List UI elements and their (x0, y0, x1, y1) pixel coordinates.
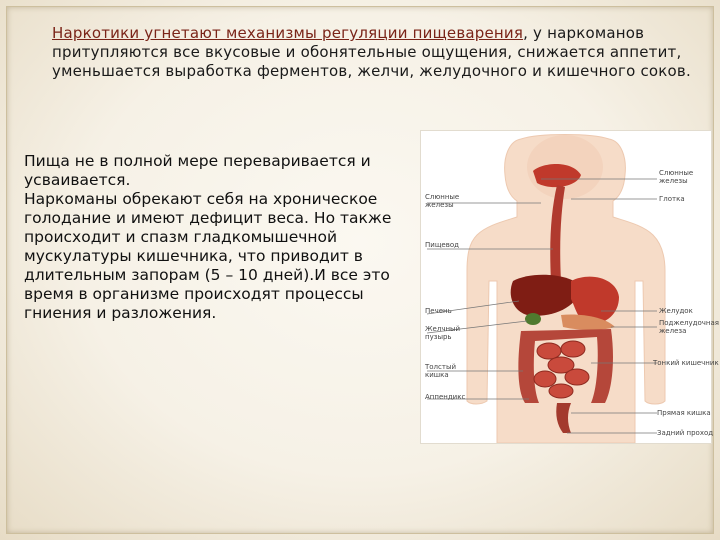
label-mouth-glands: Слюнные железы (659, 169, 694, 185)
label-colon: Толстый кишка (425, 363, 457, 379)
digestive-system-figure (420, 130, 719, 444)
label-rectum: Прямая кишка (657, 409, 711, 417)
label-liver: Печень (425, 307, 452, 315)
main-text-p1: Пища не в полной мере переваривается и усваивается. (24, 152, 371, 189)
intro-body: , у наркоманов притупляются все вкусовые и обонятельные ощущения, снижается аппетит, уменьшается выработка ферментов, желчи, желудочного и кишечного соков. (52, 24, 691, 80)
label-gallbladder: Желчный пузырь (425, 325, 461, 341)
intro-heading: Наркотики угнетают механизмы регуляции пищеварения (52, 24, 524, 42)
main-text-block (24, 152, 414, 323)
label-appendix: Аппендикс (425, 393, 466, 401)
label-stomach: Желудок (659, 307, 693, 315)
label-pharynx: Глотка (659, 195, 685, 203)
label-small-intestine: Тонкий кишечник (653, 359, 719, 367)
label-esophagus: Пищевод (425, 241, 459, 249)
label-salivary-glands: Слюнные железы (425, 193, 460, 209)
intro-paragraph (52, 24, 692, 81)
gallbladder-shape (525, 313, 541, 325)
main-text-p2: Наркоманы обрекают себя на хроническое голодание и имеют дефицит веса. Но также происходит и спазм гладкомышечной мускулатуры кишечника, что приводит в длительным запорам (5 – 10 дней).И все это время в организме происходят процессы гниения и разложения. (24, 190, 392, 322)
label-pancreas: Поджелудочная железа (659, 319, 719, 335)
label-anus: Задний проход (657, 429, 714, 437)
